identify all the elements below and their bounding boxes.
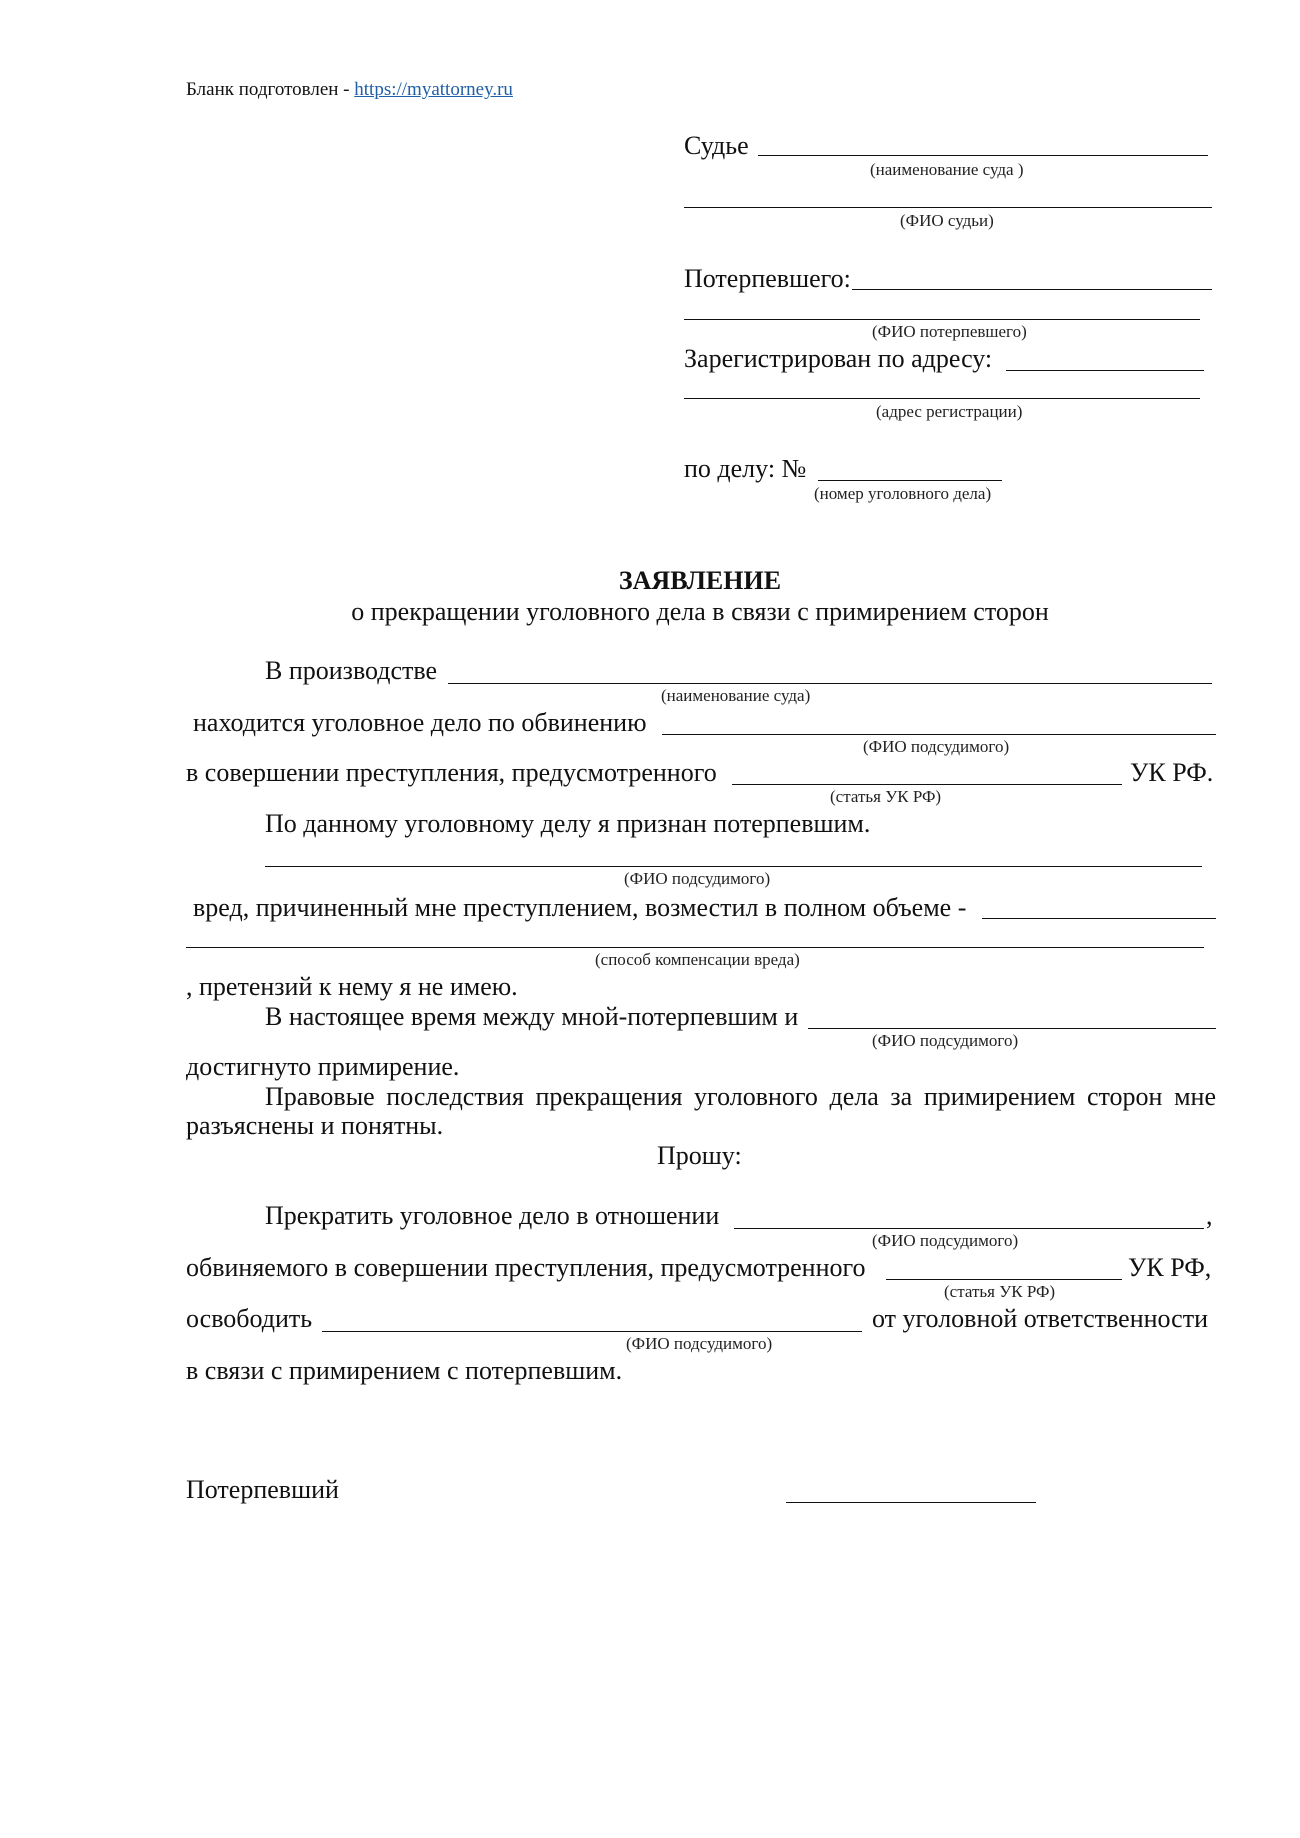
case-number-label: по делу: № bbox=[684, 454, 807, 483]
source-link[interactable]: https://myattorney.ru bbox=[354, 79, 513, 100]
r2-article-hint: (статья УК РФ) bbox=[944, 1282, 1056, 1301]
p7-compensation-field[interactable] bbox=[186, 947, 1204, 948]
p-reconciliation-reached: достигнуто примирение. bbox=[186, 1052, 460, 1081]
r3-defendant-field[interactable] bbox=[322, 1331, 862, 1332]
p-reconciliation: В настоящее время между мной-потерпевшим и bbox=[265, 1002, 799, 1031]
p9-defendant-hint: (ФИО подсудимого) bbox=[872, 1031, 1019, 1050]
judge-name-hint: (ФИО судьи) bbox=[900, 211, 994, 230]
r3-liability: от уголовной ответственности bbox=[872, 1304, 1208, 1333]
victim-name-hint: (ФИО потерпевшего) bbox=[872, 322, 1027, 341]
r1-comma: , bbox=[1206, 1201, 1213, 1230]
p3-uk-rf: УК РФ. bbox=[1130, 758, 1214, 787]
r-reconciliation-with-victim: в связи с примирением с потерпевшим. bbox=[186, 1356, 623, 1385]
prepared-by-line bbox=[186, 79, 513, 101]
case-number-field[interactable] bbox=[818, 480, 1002, 481]
case-number-hint: (номер уголовного дела) bbox=[814, 484, 992, 503]
p5-defendant-hint: (ФИО подсудимого) bbox=[624, 869, 771, 888]
judge-name-field[interactable] bbox=[684, 207, 1212, 208]
p-case-pending: находится уголовное дело по обвинению bbox=[193, 708, 647, 737]
victim-name-field-2[interactable] bbox=[684, 319, 1200, 320]
r2-uk-rf: УК РФ, bbox=[1128, 1253, 1212, 1282]
p2-defendant-field[interactable] bbox=[662, 734, 1216, 735]
r-accused-crime: обвиняемого в совершении преступления, предусмотренного bbox=[186, 1253, 866, 1282]
p-victim-status: По данному уголовному делу я признан потерпевшим. bbox=[265, 809, 871, 838]
r2-article-field[interactable] bbox=[886, 1279, 1122, 1280]
p-legal-consequences-2: разъяснены и понятны. bbox=[186, 1111, 444, 1140]
court-name-hint: (наименование суда ) bbox=[870, 160, 1024, 179]
p6-compensation-field[interactable] bbox=[982, 918, 1216, 919]
p-no-claims: , претензий к нему я не имею. bbox=[186, 972, 518, 1001]
r-terminate-case: Прекратить уголовное дело в отношении bbox=[265, 1201, 720, 1230]
p1-court-hint: (наименование суда) bbox=[661, 686, 811, 705]
p5-defendant-field[interactable] bbox=[265, 866, 1202, 867]
p7-compensation-hint: (способ компенсации вреда) bbox=[595, 950, 800, 969]
p-harm-compensated: вред, причиненный мне преступлением, возместил в полном объеме - bbox=[193, 893, 967, 922]
judge-label: Судье bbox=[684, 131, 749, 160]
p3-article-hint: (статья УК РФ) bbox=[830, 787, 942, 806]
r3-defendant-hint: (ФИО подсудимого) bbox=[626, 1334, 773, 1353]
signature-label: Потерпевший bbox=[186, 1475, 339, 1504]
p-proceedings: В производстве bbox=[265, 656, 438, 685]
address-field[interactable] bbox=[1006, 370, 1204, 371]
request-heading: Прошу: bbox=[657, 1141, 742, 1170]
address-label: Зарегистрирован по адресу: bbox=[684, 344, 993, 373]
p3-article-field[interactable] bbox=[732, 784, 1122, 785]
court-name-field[interactable] bbox=[758, 155, 1208, 156]
prepared-label: Бланк подготовлен - bbox=[186, 79, 355, 100]
signature-field[interactable] bbox=[786, 1502, 1036, 1503]
address-field-2[interactable] bbox=[684, 398, 1200, 399]
p-crime-article: в совершении преступления, предусмотренного bbox=[186, 758, 717, 787]
p-legal-consequences-1: Правовые последствия прекращения уголовного дела за примирением сторон мне bbox=[265, 1082, 1216, 1111]
r1-defendant-hint: (ФИО подсудимого) bbox=[872, 1231, 1019, 1250]
p9-defendant-field[interactable] bbox=[808, 1028, 1216, 1029]
p2-defendant-hint: (ФИО подсудимого) bbox=[863, 737, 1010, 756]
address-hint: (адрес регистрации) bbox=[876, 402, 1023, 421]
r-release: освободить bbox=[186, 1304, 313, 1333]
document-title: ЗАЯВЛЕНИЕ bbox=[618, 566, 782, 595]
r1-defendant-field[interactable] bbox=[734, 1228, 1204, 1229]
document-subtitle: о прекращении уголовного дела в связи с примирением сторон bbox=[351, 597, 1049, 626]
victim-name-field[interactable] bbox=[852, 289, 1212, 290]
victim-label: Потерпевшего: bbox=[684, 264, 851, 293]
p1-court-field[interactable] bbox=[448, 683, 1212, 684]
